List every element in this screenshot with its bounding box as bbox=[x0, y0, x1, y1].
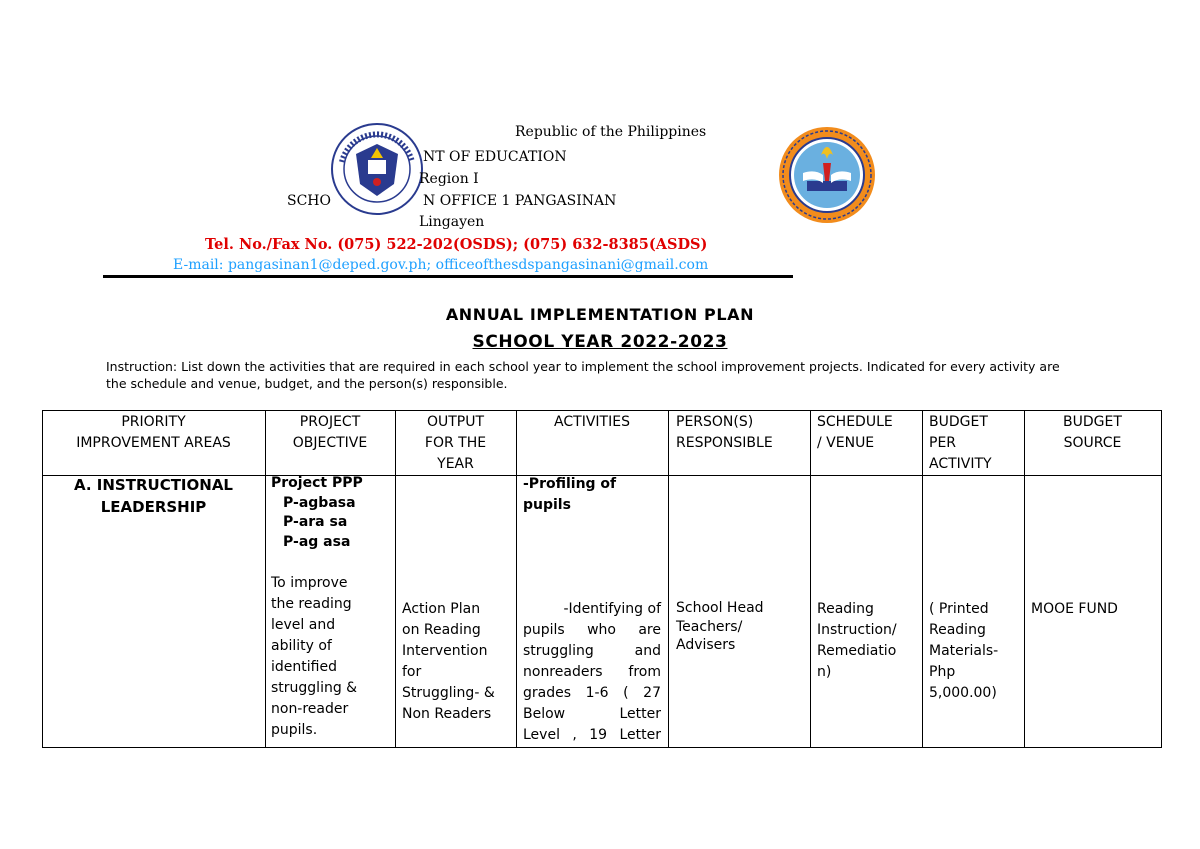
header-objective-line: PROJECT bbox=[299, 414, 361, 430]
header-schedule bbox=[817, 412, 922, 454]
doc-subtitle bbox=[0, 332, 1200, 352]
header-department: NT OF EDUCATION bbox=[423, 149, 567, 165]
objective-line: level and bbox=[271, 617, 336, 633]
division-seal bbox=[777, 125, 877, 225]
project-title-line: P-ag asa bbox=[283, 533, 351, 550]
col-border-5 bbox=[810, 410, 811, 748]
header-persons bbox=[676, 412, 810, 454]
activity-detail-line: struggling and bbox=[523, 643, 661, 659]
activity-detail-line: -Identifying of bbox=[563, 601, 661, 617]
header-city: Lingayen bbox=[419, 214, 485, 230]
objective-line: identified bbox=[271, 659, 337, 675]
activity-title-line: -Profiling of bbox=[523, 476, 617, 492]
header-division: N OFFICE 1 PANGASINAN bbox=[423, 193, 617, 209]
header-schedule-line: / VENUE bbox=[817, 435, 875, 451]
table-top-border bbox=[42, 410, 1162, 411]
header-objective-line: OBJECTIVE bbox=[292, 435, 368, 451]
project-objective-text bbox=[271, 573, 393, 741]
header-output bbox=[395, 412, 516, 475]
schedule-line: Instruction/ bbox=[817, 622, 897, 638]
cell-output bbox=[402, 599, 514, 725]
objective-line: the reading bbox=[271, 596, 352, 612]
activity-detail-line: pupils who are bbox=[523, 622, 661, 638]
header-budget-line: BUDGET bbox=[929, 414, 988, 430]
budget-line: Php bbox=[929, 664, 956, 680]
budget-line: Reading bbox=[929, 622, 986, 638]
cell-activity-title bbox=[523, 474, 665, 516]
cell-priority-area bbox=[42, 474, 265, 518]
activity-title-line: pupils bbox=[523, 497, 571, 513]
header-source bbox=[1024, 412, 1161, 454]
cell-schedule bbox=[817, 599, 920, 683]
activity-detail-line: grades 1-6 ( 27 bbox=[523, 685, 661, 701]
doc-title: ANNUAL IMPLEMENTATION PLAN bbox=[445, 305, 755, 324]
header-email: E-mail: pangasinan1@deped.gov.ph; officeofthesdspangasinani@gmail.com bbox=[173, 257, 709, 273]
activity-detail-line: nonreaders from bbox=[523, 664, 661, 680]
header-objective bbox=[265, 412, 395, 454]
doc-subtitle-text: SCHOOL YEAR 2022-2023 bbox=[472, 332, 728, 352]
budget-line: 5,000.00) bbox=[929, 685, 997, 701]
output-line: on Reading bbox=[402, 622, 481, 638]
schedule-line: n) bbox=[817, 664, 832, 680]
project-title-line: P-agbasa bbox=[283, 494, 356, 511]
budget-line: ( Printed bbox=[929, 601, 989, 617]
output-line: Intervention bbox=[402, 643, 488, 659]
col-border-0 bbox=[42, 410, 43, 748]
header-output-line: YEAR bbox=[437, 456, 474, 472]
schedule-line: Remediatio bbox=[817, 643, 897, 659]
header-tel: Tel. No./Fax No. (075) 522-202(OSDS); (075) 632-8385(ASDS) bbox=[205, 236, 708, 253]
objective-line: pupils. bbox=[271, 722, 318, 738]
cell-activity-detail bbox=[523, 599, 661, 746]
objective-line: ability of bbox=[271, 638, 332, 654]
cell-priority-area-line: A. INSTRUCTIONAL bbox=[73, 476, 233, 494]
persons-line: Teachers/ bbox=[676, 618, 743, 635]
col-border-4 bbox=[668, 410, 669, 748]
header-budget-line: PER bbox=[929, 435, 957, 451]
header-rule bbox=[103, 275, 793, 278]
col-border-7 bbox=[1024, 410, 1025, 748]
header-schedule-line: SCHEDULE bbox=[817, 414, 893, 430]
header-persons-line: PERSON(S) bbox=[676, 414, 754, 430]
output-line: Non Readers bbox=[402, 706, 492, 722]
header-schools-prefix: SCHO bbox=[287, 193, 331, 209]
persons-line: School Head bbox=[676, 600, 764, 616]
output-line: Struggling- & bbox=[402, 685, 495, 701]
cell-priority-area-line: LEADERSHIP bbox=[100, 498, 207, 516]
header-persons-line: RESPONSIBLE bbox=[676, 435, 773, 451]
cell-budget bbox=[929, 599, 1022, 704]
header-region: Region I bbox=[419, 171, 479, 187]
col-border-3 bbox=[516, 410, 517, 748]
header-activities-line: ACTIVITIES bbox=[554, 414, 630, 430]
cell-persons bbox=[676, 599, 806, 655]
budget-line: Materials- bbox=[929, 643, 999, 659]
schedule-line: Reading bbox=[817, 601, 874, 617]
header-output-line: OUTPUT bbox=[426, 414, 485, 430]
persons-line: Advisers bbox=[676, 637, 736, 653]
activity-detail-line: Level , 19 Letter bbox=[523, 727, 661, 743]
implementation-table bbox=[42, 410, 1162, 748]
header-priority-line: PRIORITY bbox=[121, 414, 186, 430]
header-output-line: FOR THE bbox=[424, 435, 487, 451]
header-budget-line: ACTIVITY bbox=[929, 456, 992, 472]
instruction-line-1: Instruction: List down the activities that are required in each school year to implement the school improvement projects. Indicated for every activity are bbox=[106, 359, 1060, 374]
header-source-line: SOURCE bbox=[1063, 435, 1122, 451]
output-line: for bbox=[402, 664, 422, 680]
header-activities bbox=[516, 412, 668, 433]
cell-budget-source: MOOE FUND bbox=[1031, 601, 1118, 617]
instruction bbox=[106, 358, 1106, 392]
objective-line: non-reader bbox=[271, 701, 349, 717]
activity-detail-line: Below Letter bbox=[523, 706, 661, 722]
col-border-1 bbox=[265, 410, 266, 748]
col-border-8 bbox=[1161, 410, 1162, 748]
col-border-6 bbox=[922, 410, 923, 748]
header-priority-line: IMPROVEMENT AREAS bbox=[76, 435, 231, 451]
table-bottom-border bbox=[42, 747, 1162, 748]
header-source-line: BUDGET bbox=[1063, 414, 1122, 430]
header-priority bbox=[42, 412, 265, 454]
objective-line: struggling & bbox=[271, 680, 358, 696]
output-line: Action Plan bbox=[402, 601, 481, 617]
objective-line: To improve bbox=[271, 575, 348, 591]
project-title-line: Project PPP bbox=[271, 475, 363, 491]
header-budget bbox=[929, 412, 1024, 475]
project-title-line: P-ara sa bbox=[283, 514, 348, 530]
cell-project-objective bbox=[271, 474, 393, 741]
header-republic: Republic of the Philippines bbox=[515, 124, 707, 140]
deped-seal bbox=[330, 122, 424, 216]
instruction-line-2: the schedule and venue, budget, and the person(s) responsible. bbox=[106, 376, 508, 391]
project-title bbox=[271, 474, 393, 552]
